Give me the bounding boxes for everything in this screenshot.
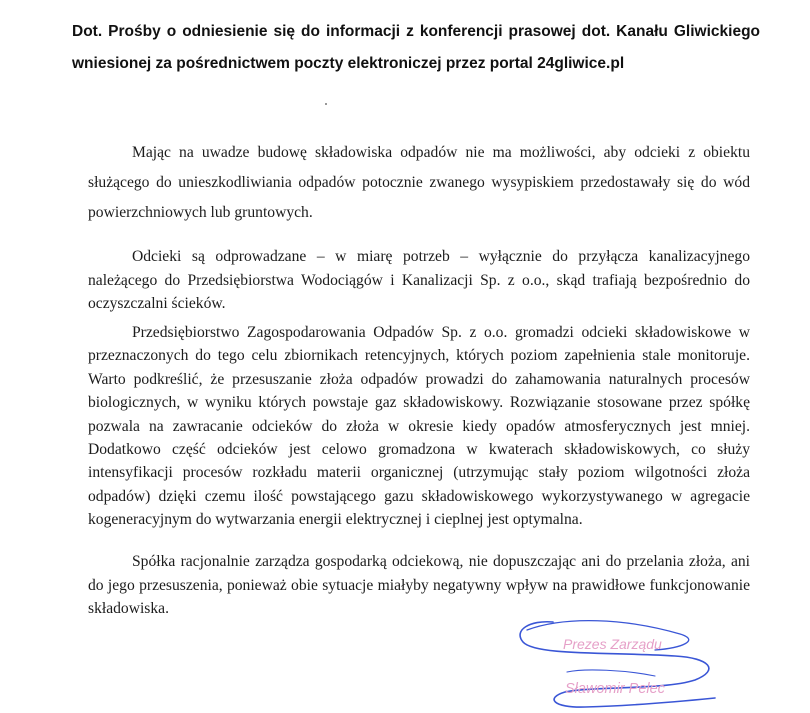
letter-subject: Dot. Prośby o odniesienie się do informacji z konferencji prasowej dot. Kanału Gliwickiego wniesionej za pośrednictwem poczty elektroniczej przez portal 24gliwice.pl	[72, 23, 760, 72]
stamp-name: Sławomir Pelec	[565, 681, 665, 697]
paragraph-3: Przedsiębiorstwo Zagospodarowania Odpadów Sp. z o.o. gromadzi odcieki składowiskowe w przeznaczonych do tego celu zbiornikach retencyjnych, których poziom zapełnienia stale monitoruje. Warto podkreślić, że przesuszanie złoża odpadów prowadzi do zahamowania naturalnych procesów biologicznych, w wyniku których powstaje gaz składowiskowy. Rozwiązanie stosowane przez spółkę pozwala na zawracanie odcieków do złoża w okresie kiedy opadów atmosferycznych jest mniej. Dodatkowo część odcieków jest celowo gromadzona w kwaterach składowiskowych, co służy intensyfikacji procesów rozkładu materii organicznej (utrzymując stały poziom wilgotności złoża odpadów) dzięki czemu ilość powstającego gazu składowiskowego wykorzystywanego w agregacie kogeneracyjnym do wytwarzania energii elektrycznej i cieplnej jest optymalna.	[88, 324, 750, 529]
signature-block	[505, 612, 735, 713]
paragraph-1: Mając na uwadze budowę składowiska odpadów nie ma możliwości, aby odcieki z obiektu służącego do unieszkodliwiania odpadów potocznie zwanego wysypiskiem przedostawały się do wód powierzchniowych lub gruntowych.	[88, 144, 750, 221]
stamp-title: Prezes Zarządu	[563, 636, 662, 652]
paragraph-4: Spółka racjonalnie zarządza gospodarką odciekową, nie dopuszczając ani do przelania złoża, ani do jego przesuszenia, ponieważ obie sytuacje miałyby negatywny wpływ na prawidłowe funkcjonowanie składowiska.	[88, 553, 750, 618]
paragraph-2: Odcieki są odprowadzane – w miarę potrzeb – wyłącznie do przyłącza kanalizacyjnego należącego do Przedsiębiorstwa Wodociągów i Kanalizacji Sp. z o.o., skąd trafiają bezpośrednio do oczyszczalni ścieków.	[88, 248, 750, 312]
scan-speck	[325, 103, 327, 105]
handwritten-signature-icon	[505, 612, 735, 713]
